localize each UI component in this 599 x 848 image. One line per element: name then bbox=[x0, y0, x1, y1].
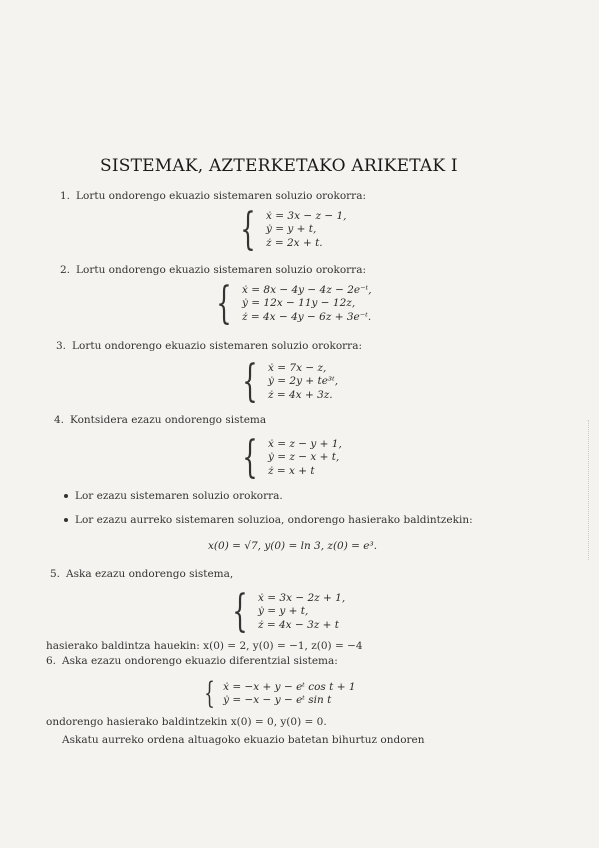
equation-line: ż = 4x − 4y − 6z + 3e⁻ᵗ. bbox=[242, 310, 372, 323]
equation-line: ẋ = −x + y − eᵗ cos t + 1 bbox=[223, 680, 356, 693]
bullet-text: Lor ezazu sistemaren soluzio orokorra. bbox=[75, 490, 283, 502]
exercise-1-statement bbox=[60, 190, 366, 202]
equation-line: ẋ = z − y + 1, bbox=[268, 437, 342, 450]
exercise-number: 4. bbox=[54, 414, 65, 426]
exercise-text: Aska ezazu ondorengo sistema, bbox=[66, 568, 234, 580]
exercise-2-system bbox=[210, 278, 372, 329]
equation-line: ẋ = 8x − 4y − 4z − 2e⁻ᵗ, bbox=[242, 283, 372, 296]
exercise-number: 6. bbox=[46, 655, 57, 667]
left-brace-icon: { bbox=[242, 432, 258, 483]
equation-line: ż = 4x + 3z. bbox=[268, 388, 333, 401]
exercise-6-initial-conditions: ondorengo hasierako baldintzekin x(0) = 0, y(0) = 0. bbox=[46, 716, 327, 728]
exercise-4-bullet-2 bbox=[64, 514, 473, 526]
exercise-3-statement bbox=[56, 340, 362, 352]
equation-line: ż = x + t bbox=[268, 464, 315, 477]
document-title: SISTEMAK, AZTERKETAKO ARIKETAK I bbox=[100, 156, 458, 176]
exercise-4-statement bbox=[54, 414, 266, 426]
exercise-text: Lortu ondorengo ekuazio sistemaren soluzio orokorra: bbox=[76, 190, 366, 202]
left-brace-icon: { bbox=[216, 278, 232, 329]
equation-line: ẏ = z − x + t, bbox=[268, 451, 340, 464]
exercise-5-system bbox=[226, 586, 346, 637]
exercise-number: 2. bbox=[60, 264, 71, 276]
left-brace-icon: { bbox=[240, 204, 256, 255]
exercise-number: 5. bbox=[50, 568, 61, 580]
exercise-number: 1. bbox=[60, 190, 71, 202]
left-brace-icon: { bbox=[242, 356, 258, 407]
exercise-6-system bbox=[200, 676, 356, 711]
exercise-4-bullet-1 bbox=[64, 490, 283, 502]
exercise-text: Lortu ondorengo ekuazio sistemaren soluzio orokorra: bbox=[76, 264, 366, 276]
equation-line: ż = 4x − 3z + t bbox=[258, 618, 339, 631]
equation-line: ẋ = 3x − z − 1, bbox=[266, 209, 347, 222]
exercise-4-system bbox=[236, 432, 342, 483]
bullet-icon bbox=[64, 494, 68, 498]
scan-edge-mark bbox=[582, 420, 589, 560]
equation-line: ẏ = y + t, bbox=[266, 223, 317, 236]
exercise-text: Kontsidera ezazu ondorengo sistema bbox=[70, 414, 267, 426]
exercise-5-statement bbox=[50, 568, 233, 580]
left-brace-icon: { bbox=[204, 676, 215, 711]
equation-line: ż = 2x + t. bbox=[266, 236, 323, 249]
equation-line: ẏ = 2y + te³ᵗ, bbox=[268, 375, 339, 388]
exercise-6-note: Askatu aurreko ordena altuagoko ekuazio batetan bihurtuz ondoren bbox=[62, 734, 425, 746]
exercise-3-system bbox=[236, 356, 339, 407]
left-brace-icon: { bbox=[232, 586, 248, 637]
equation-line: ẋ = 3x − 2z + 1, bbox=[258, 591, 346, 604]
exercise-2-statement bbox=[60, 264, 366, 276]
exercise-text: Aska ezazu ondorengo ekuazio diferentzial sistema: bbox=[62, 655, 338, 667]
equation-line: ẋ = 7x − z, bbox=[268, 361, 327, 374]
exercise-1-system bbox=[234, 204, 347, 255]
equation-line: ẏ = −x − y − eᵗ sin t bbox=[223, 694, 332, 706]
exercise-text: Lortu ondorengo ekuazio sistemaren soluzio orokorra: bbox=[72, 340, 362, 352]
bullet-text: Lor ezazu aurreko sistemaren soluzioa, ondorengo hasierako baldintzekin: bbox=[75, 514, 473, 526]
equation-line: ẏ = y + t, bbox=[258, 605, 309, 618]
equation-line: ẏ = 12x − 11y − 12z, bbox=[242, 297, 356, 310]
bullet-icon bbox=[64, 518, 68, 522]
exercise-5-initial-conditions: hasierako baldintza hauekin: x(0) = 2, y(0) = −1, z(0) = −4 bbox=[46, 640, 363, 652]
exercise-6-statement bbox=[46, 655, 338, 667]
exercise-4-initial-conditions: x(0) = √7, y(0) = ln 3, z(0) = e³. bbox=[208, 540, 378, 552]
exercise-number: 3. bbox=[56, 340, 67, 352]
